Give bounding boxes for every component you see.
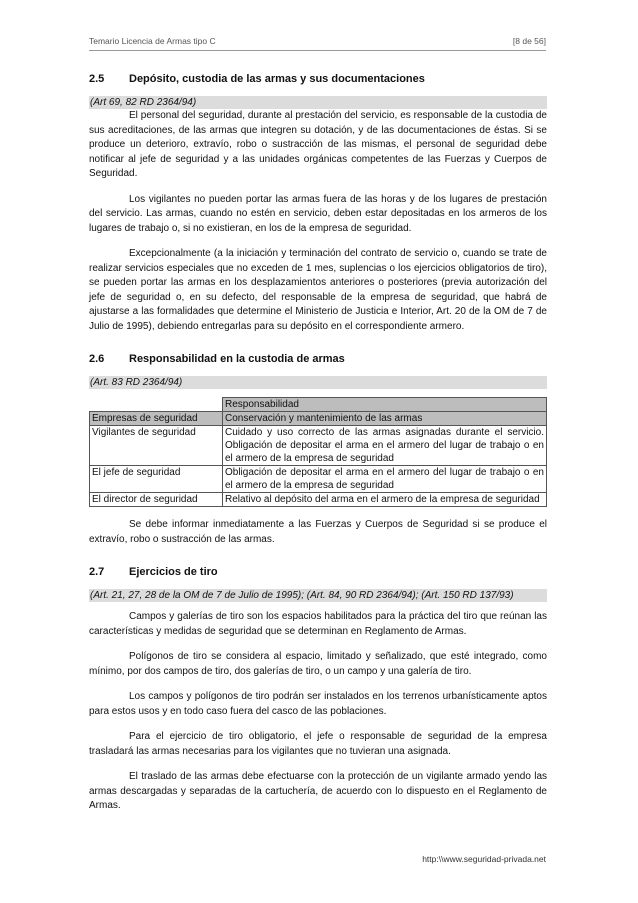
section-number: 2.7 — [89, 566, 105, 578]
table-cell-what: Obligación de depositar el arma en el armero del lugar de trabajo o en el armero de la empresa de seguridad — [223, 466, 547, 493]
table-cell-who: El jefe de seguridad — [90, 466, 223, 493]
table-header-cell: Responsabilidad — [223, 398, 547, 412]
footer-url: http:\\www.seguridad-privada.net — [422, 854, 546, 864]
legal-reference: (Art. 21, 27, 28 de la OM de 7 de Julio de 1995); (Art. 84, 90 RD 2364/94); (Art. 150 RD 137/93) — [89, 589, 547, 602]
section-number: 2.6 — [89, 353, 105, 365]
section-2-5 — [89, 72, 547, 334]
paragraph: Se debe informar inmediatamente a las Fuerzas y Cuerpos de Seguridad si se produce el extravío, robo o sustracción de las armas. — [89, 519, 547, 545]
section-number: 2.5 — [89, 73, 105, 85]
table-cell-who: El director de seguridad — [90, 493, 223, 507]
legal-reference: (Art 69, 82 RD 2364/94) — [89, 96, 547, 109]
responsibility-table — [89, 397, 547, 507]
section-title: Depósito, custodia de las armas y sus documentaciones — [129, 73, 425, 85]
table-cell-what: Conservación y mantenimiento de las armas — [223, 412, 547, 426]
table-cell-what: Relativo al depósito del arma en el armero de la empresa de seguridad — [223, 493, 547, 507]
paragraph: El personal del seguridad, durante al prestación del servicio, es responsable de la custodia de sus acreditaciones, de las armas que integren su dotación, y de las documentaciones de éstas. Si se produce un deterioro, extravío, robo o sustracción de las mismas, el personal de seguridad debe notificar al jefe de seguridad y a las unidades orgánicas competentes de las Fuerzas y Cuerpos de Seguridad. — [89, 110, 547, 179]
table-row — [90, 466, 547, 493]
page-header — [89, 34, 546, 51]
section-heading — [89, 72, 547, 86]
paragraph: Excepcionalmente (a la iniciación y terminación del contrato de servicio o, cuando se trate de realizar servicios especiales que no exceden de 1 mes, suplencias o los ejercicios obligatorios de tiro), se pueden portar las armas en los desplazamientos anteriores o posteriores (previa autorización del jefe de seguridad o, en su defecto, del responsable de la empresa de seguridad, que habrá de ajustarse a las formalidades que determine el Ministerio de Justicia e Interior, Art. 20 de la OM de 7 de Julio de 1995), debiendo entregarlas para su depósito en el correspondiente armero. — [89, 248, 547, 332]
table-row — [90, 426, 547, 466]
table-row — [90, 493, 547, 507]
legal-reference: (Art. 83 RD 2364/94) — [89, 376, 547, 389]
table-cell-who: Vigilantes de seguridad — [90, 426, 223, 466]
table-cell-who: Empresas de seguridad — [90, 412, 223, 426]
section-2-6 — [89, 352, 547, 547]
paragraph: Polígonos de tiro se considera al espacio, limitado y señalizado, que esté integrado, como mínimo, por dos campos de tiro, dos galerías de tiro, o un campo y una galería de tiro. — [89, 651, 547, 677]
paragraph: Los campos y polígonos de tiro podrán ser instalados en los terrenos urbanísticamente aptos para estos usos y en todo caso fuera del casco de las poblaciones. — [89, 691, 547, 717]
header-title: Temario Licencia de Armas tipo C — [89, 36, 216, 46]
paragraph: Los vigilantes no pueden portar las armas fuera de las horas y de los lugares de prestación del servicio. Las armas, cuando no estén en servicio, deben estar depositadas en los armeros de los lugares de trabajo o, si no existieran, en los de la empresa de seguridad. — [89, 193, 547, 234]
section-title: Ejercicios de tiro — [129, 566, 218, 578]
paragraph: Campos y galerías de tiro son los espacios habilitados para la práctica del tiro que reúnan las características y medidas de seguridad que se determinan en Reglamento de Armas. — [89, 611, 547, 637]
page-number: [8 de 56] — [512, 36, 546, 46]
section-2-7 — [89, 565, 547, 814]
paragraph: El traslado de las armas debe efectuarse con la protección de un vigilante armado yendo las armas descargadas y separadas de la cartuchería, de acuerdo con lo dispuesto en el Reglamento de Armas. — [89, 771, 547, 811]
section-title: Responsabilidad en la custodia de armas — [129, 353, 345, 365]
section-heading — [89, 565, 547, 579]
section-heading — [89, 352, 547, 366]
paragraph: Para el ejercicio de tiro obligatorio, el jefe o responsable de seguridad de la empresa trasladará las armas necesarias para los vigilantes que no tuvieran una asignada. — [89, 731, 547, 757]
page-content — [89, 72, 547, 814]
table-row — [90, 412, 547, 426]
table-header-row — [90, 398, 547, 412]
table-cell-what: Cuidado y uso correcto de las armas asignadas durante el servicio. Obligación de depositar el arma en el armero del lugar de trabajo o en el armero de la empresa de seguridad — [223, 426, 547, 466]
